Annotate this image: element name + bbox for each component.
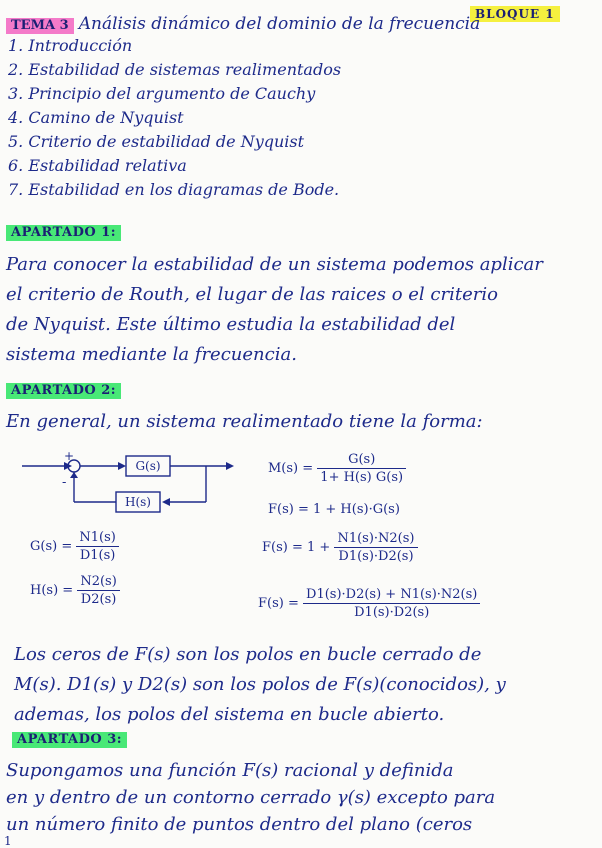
plus-sign: + xyxy=(64,449,75,463)
eq-F3-num: D1(s)·D2(s) + N1(s)·N2(s) xyxy=(303,587,480,604)
apartado-1-text xyxy=(6,250,543,370)
index-item: 3. Principio del argumento de Cauchy xyxy=(8,84,316,103)
eq-F2-den: D1(s)·D2(s) xyxy=(338,549,414,564)
eq-G-fraction xyxy=(76,530,118,563)
tema-header xyxy=(6,14,480,34)
eq-G-lhs: G(s) = xyxy=(30,539,73,554)
eq-M-den: 1+ H(s) G(s) xyxy=(320,470,404,485)
eq-M-num: G(s) xyxy=(317,452,406,469)
tema-label: TEMA 3 xyxy=(6,18,74,34)
bloque-badge: BLOQUE 1 xyxy=(470,6,560,22)
eq-F1: F(s) = 1 + H(s)·G(s) xyxy=(268,502,400,517)
tema-title: Análisis dinámico del dominio de la frecuencia xyxy=(78,14,481,34)
eq-H xyxy=(30,574,120,607)
eq-M xyxy=(268,452,406,485)
minus-sign: - xyxy=(62,475,67,490)
block-diagram xyxy=(20,448,250,530)
eq-F2 xyxy=(262,531,418,564)
eq-F3-fraction xyxy=(303,587,480,620)
apartado-2-label: APARTADO 2: xyxy=(6,383,121,399)
eq-F2-num: N1(s)·N2(s) xyxy=(334,531,417,548)
feedback-block-label: H(s) xyxy=(125,495,151,509)
eq-G-den: D1(s) xyxy=(79,548,116,563)
index-item: 7. Estabilidad en los diagramas de Bode. xyxy=(8,180,340,199)
paragraph-line: un número finito de puntos dentro del plano (ceros xyxy=(6,814,473,835)
index-item: 4. Camino de Nyquist xyxy=(8,108,184,127)
eq-F3-lhs: F(s) = xyxy=(258,596,299,611)
apartado-3-text xyxy=(6,757,495,838)
index-item: 6. Estabilidad relativa xyxy=(8,156,187,175)
apartado-1-label: APARTADO 1: xyxy=(6,225,121,241)
paragraph-line: M(s). D1(s) y D2(s) son los polos de F(s)(conocidos), y xyxy=(14,674,506,695)
topic-index xyxy=(8,34,341,202)
eq-F2-lhs: F(s) = 1 + xyxy=(262,540,331,555)
block-diagram-svg xyxy=(20,448,250,530)
paragraph-line: Supongamos una función F(s) racional y definida xyxy=(6,760,454,781)
paragraph-line: ademas, los polos del sistema en bucle abierto. xyxy=(14,704,445,725)
index-item: 2. Estabilidad de sistemas realimentados xyxy=(8,60,342,79)
paragraph-line: Para conocer la estabilidad de un sistema podemos aplicar xyxy=(6,254,543,275)
paragraph-line: en y dentro de un contorno cerrado γ(s) excepto para xyxy=(6,787,496,808)
paragraph-line: el criterio de Routh, el lugar de las raices o el criterio xyxy=(6,284,498,305)
eq-H-lhs: H(s) = xyxy=(30,583,74,598)
apartado-2-text xyxy=(14,640,506,730)
eq-M-fraction xyxy=(317,452,406,485)
eq-G xyxy=(30,530,119,563)
eq-M-lhs: M(s) = xyxy=(268,461,314,476)
page-number: 1 xyxy=(4,834,12,848)
paragraph-line: de Nyquist. Este último estudia la estabilidad del xyxy=(6,314,456,335)
paragraph-line: sistema mediante la frecuencia. xyxy=(6,344,297,365)
eq-G-num: N1(s) xyxy=(76,530,118,547)
index-item: 5. Criterio de estabilidad de Nyquist xyxy=(8,132,305,151)
eq-H-den: D2(s) xyxy=(80,592,117,607)
apartado-2-intro: En general, un sistema realimentado tiene la forma: xyxy=(6,411,483,432)
eq-F3 xyxy=(258,587,480,620)
apartado-3-label: APARTADO 3: xyxy=(12,732,127,748)
forward-block-label: G(s) xyxy=(135,459,161,473)
eq-H-fraction xyxy=(77,574,119,607)
eq-H-num: N2(s) xyxy=(77,574,119,591)
eq-F3-den: D1(s)·D2(s) xyxy=(354,605,430,620)
index-item: 1. Introducción xyxy=(8,36,133,55)
eq-F2-fraction xyxy=(334,531,417,564)
paragraph-line: Los ceros de F(s) son los polos en bucle cerrado de xyxy=(14,644,482,665)
